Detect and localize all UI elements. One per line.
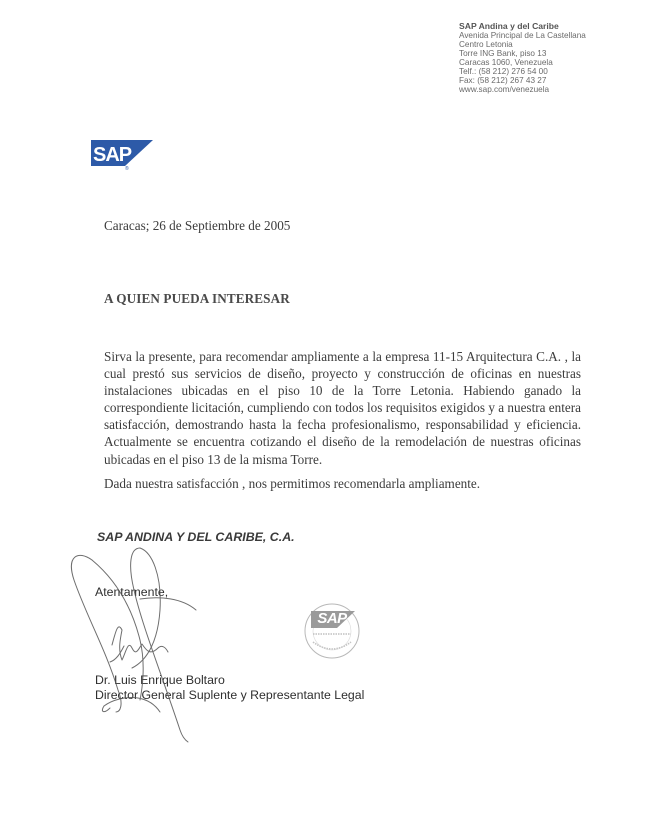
valediction: Atentamente, (95, 585, 169, 599)
letter-date: Caracas; 26 de Septiembre de 2005 (104, 218, 291, 233)
svg-text:®: ® (125, 166, 129, 170)
letterhead-line: Avenida Principal de La Castellana (459, 31, 586, 40)
letter-body: Sirva la presente, para recomendar ampliamente a la empresa 11-15 Arquitectura C.A. , la cual prestó sus servicios de diseño, proyecto y construcción de oficinas en nuestras instalaciones ubicadas en el piso 10 de la Torre Letonia. Habiendo ganado la correspondiente licitación, cumpliendo con todos los requisitos exigidos y a nuestra entera satisfacción, demostrando hasta la fecha profesionalismo, responsabilidad y eficiencia. Actualmente se encuentra cotizando el diseño de la remodelación de nuestras oficinas ubicadas en el piso 13 de la misma Torre. (104, 349, 581, 467)
signer-name: Dr. Luis Enrique Boltaro (95, 673, 225, 687)
stamp-logo-text: SAP (317, 610, 347, 627)
letterhead-line: Fax: (58 212) 267 43 27 (459, 76, 547, 85)
signer-title: Director General Suplente y Representante Legal (95, 688, 365, 702)
letter-closing: Dada nuestra satisfacción , nos permitimos recomendarla ampliamente. (104, 476, 481, 491)
company-signature: SAP ANDINA Y DEL CARIBE, C.A. (97, 530, 295, 544)
letterhead-line: Telf.: (58 212) 276 54 00 (459, 67, 548, 76)
letter-salutation: A QUIEN PUEDA INTERESAR (104, 291, 290, 306)
sap-logo (91, 140, 153, 170)
letterhead-line: Caracas 1060, Venezuela (459, 58, 553, 67)
letterhead-line: Centro Letonia (459, 40, 513, 49)
letterhead-company: SAP Andina y del Caribe (459, 21, 559, 31)
letterhead-line: Torre ING Bank, piso 13 (459, 49, 547, 58)
letterhead-website: www.sap.com/venezuela (459, 85, 550, 94)
letterhead-address (459, 22, 586, 94)
svg-text:SAP: SAP (93, 144, 132, 166)
